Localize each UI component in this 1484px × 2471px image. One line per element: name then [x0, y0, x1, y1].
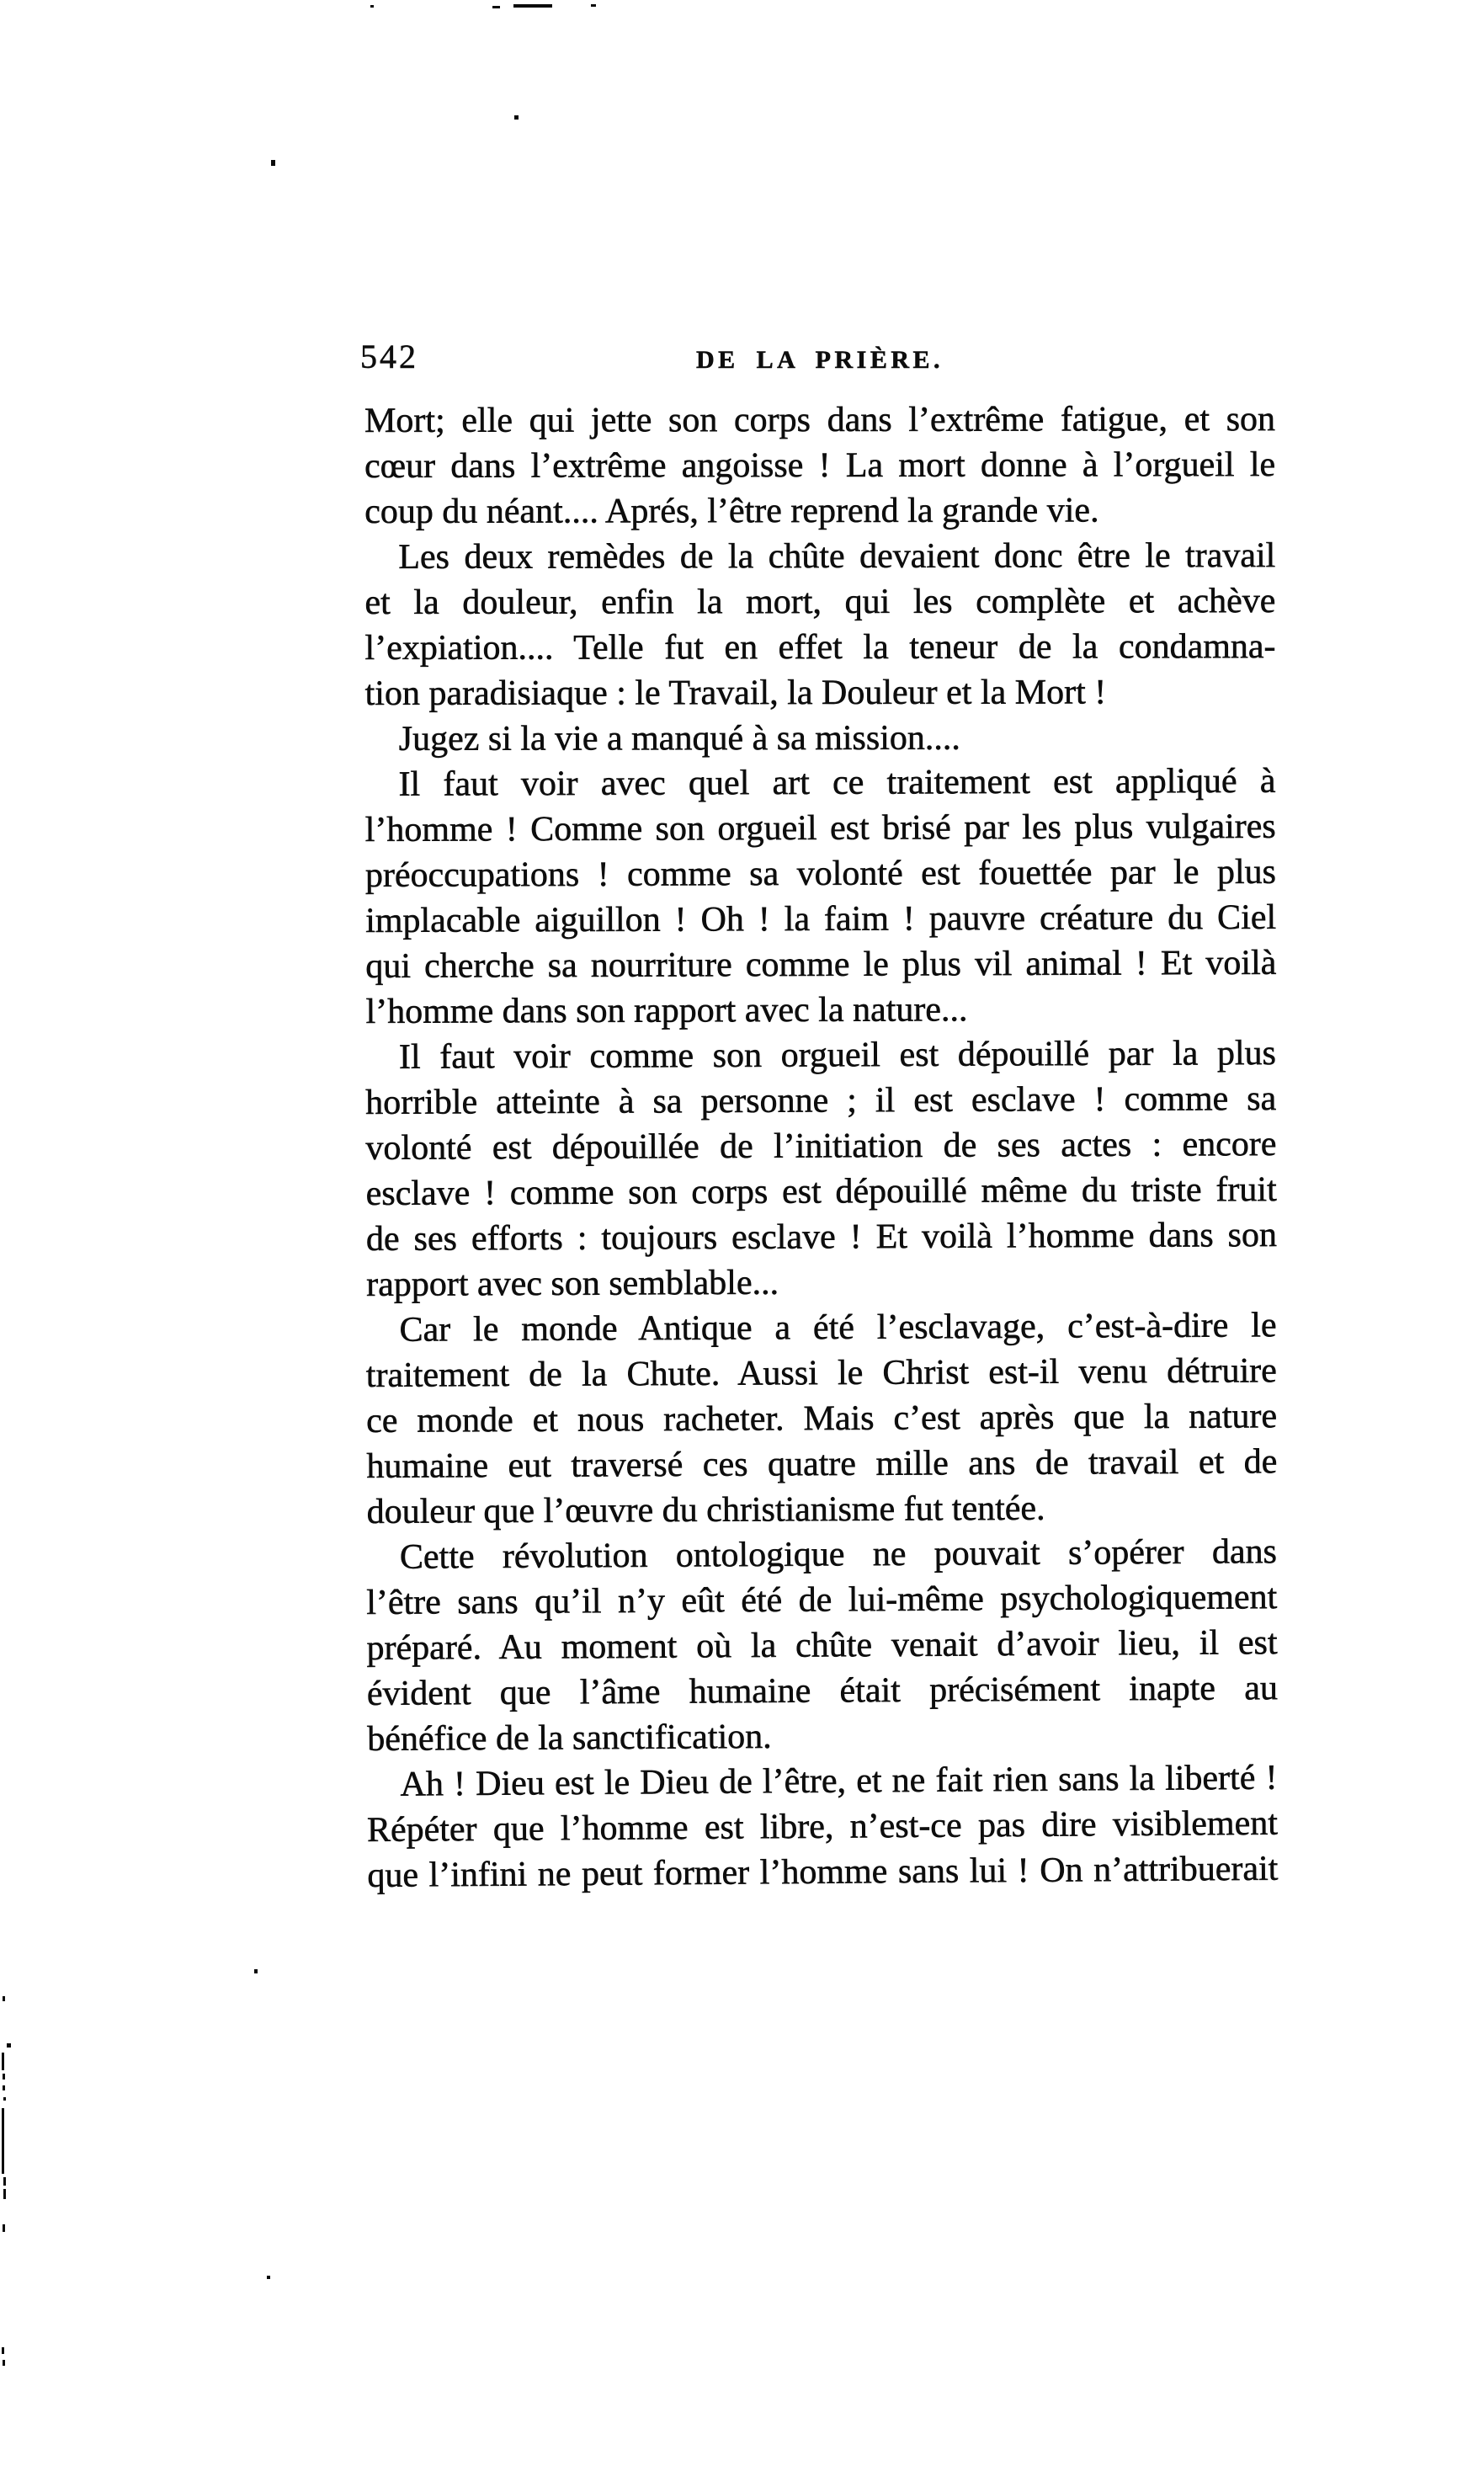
scan-speck [2, 2053, 4, 2070]
text-line: ce monde et nous racheter. Mais c’est après que la nature [366, 1397, 1278, 1441]
text-line: bénéfice de la sanctification. [367, 1717, 772, 1759]
paragraph [365, 715, 1276, 762]
text-line: esclave ! comme son corps est dépouillé même du triste fruit [365, 1170, 1277, 1213]
scan-speck [267, 2276, 270, 2279]
scan-speck [271, 160, 275, 166]
text-line: humaine eut traversé ces quatre mille ans de travail et de [366, 1442, 1278, 1486]
text-line: Répéter que l’homme est libre, n’est-ce pas dire visiblement [366, 1803, 1279, 1850]
scan-speck [370, 5, 374, 8]
text-line: que l’infini ne peut former l’homme sans lui ! On n’attribuerait [367, 1849, 1279, 1895]
text-line: Car le monde Antique a été l’esclavage, c’est-à-dire le [399, 1306, 1277, 1350]
scan-speck [492, 6, 500, 8]
text-line: horrible atteinte à sa personne ; il est esclave ! comme sa [365, 1079, 1277, 1122]
text-line: cœur dans l’extrême angoisse ! La mort donne à l’orgueil le [364, 445, 1276, 486]
text-line: Les deux remèdes de la chûte devaient donc être le travail [398, 536, 1276, 577]
text-line: l’expiation.... Telle fut en effet la teneur de la condamna- [364, 627, 1276, 668]
scan-speck [254, 1969, 258, 1973]
text-line: l’homme dans son rapport avec la nature... [365, 990, 968, 1031]
paragraph [364, 759, 1276, 1035]
text-line: Cette révolution ontologique ne pouvait s’opérer dans [399, 1532, 1278, 1577]
text-line: l’être sans qu’il n’y eût été de lui-même psychologiquement [366, 1578, 1278, 1622]
text-line: coup du néant.... Aprés, l’être reprend la grande vie. [364, 491, 1099, 531]
text-line: tion paradisiaque : le Travail, la Douleur et la Mort ! [364, 673, 1107, 713]
scan-speck [591, 4, 596, 7]
scan-speck [3, 2074, 5, 2080]
scan-speck [2, 2108, 4, 2174]
text-line: implacable aiguillon ! Oh ! la faim ! pauvre créature du Ciel [365, 897, 1277, 940]
text-line: Mort; elle qui jette son corps dans l’extrême fatigue, et son [364, 400, 1276, 440]
page-number: 542 [360, 338, 418, 375]
text-line: Il faut voir comme son orgueil est dépouillé par la plus [398, 1034, 1277, 1077]
scan-speck [513, 4, 552, 8]
text-line: qui cherche sa nourriture comme le plus vil animal ! Et voilà [365, 943, 1277, 986]
text-line: préparé. Au moment où la chûte venait d’avoir lieu, il est [366, 1623, 1278, 1668]
scan-speck [2, 2347, 4, 2354]
scan-speck [7, 2043, 11, 2048]
running-title: DE LA PRIÈRE. [695, 346, 944, 374]
text-line: évident que l’âme humaine était précisément inapte au [366, 1669, 1279, 1713]
text-line: l’homme ! Comme son orgueil est brisé par les plus vulgaires [364, 807, 1276, 849]
text-line: Ah ! Dieu est le Dieu de l’être, et ne fait rien sans la liberté ! [400, 1758, 1278, 1804]
scan-speck [3, 2177, 6, 2186]
paragraph [366, 1529, 1279, 1762]
scan-speck [3, 2085, 5, 2090]
text-line: Jugez si la vie a manqué à sa mission.... [398, 718, 960, 759]
paragraph [365, 1030, 1277, 1307]
text-line: volonté est dépouillée de l’initiation de ses actes : encore [365, 1125, 1277, 1168]
text-line: préoccupations ! comme sa volonté est fouettée par le plus [364, 852, 1277, 895]
text-line: et la douleur, enfin la mort, qui les complète et achève [364, 582, 1276, 622]
text-line: de ses efforts : toujours esclave ! Et voilà l’homme dans son [365, 1216, 1278, 1259]
page-body [364, 397, 1278, 1899]
scan-speck [3, 2360, 5, 2366]
scan-speck [3, 2189, 6, 2199]
text-line: traitement de la Chute. Aussi le Christ est-il venu détruire [365, 1351, 1277, 1395]
paragraph [366, 1755, 1278, 1899]
scan-speck [3, 2097, 6, 2101]
text-line: douleur que l’œuvre du christianisme fut tentée. [366, 1488, 1045, 1531]
text-line: rapport avec son semblable... [366, 1263, 779, 1304]
paragraph [365, 1302, 1277, 1535]
scan-speck [514, 115, 519, 120]
scan-speck [3, 1996, 5, 2001]
paragraph [364, 397, 1275, 535]
text-line: Il faut voir avec quel art ce traitement est appliqué à [398, 761, 1276, 804]
scan-speck [3, 2224, 5, 2232]
paragraph [364, 533, 1275, 716]
